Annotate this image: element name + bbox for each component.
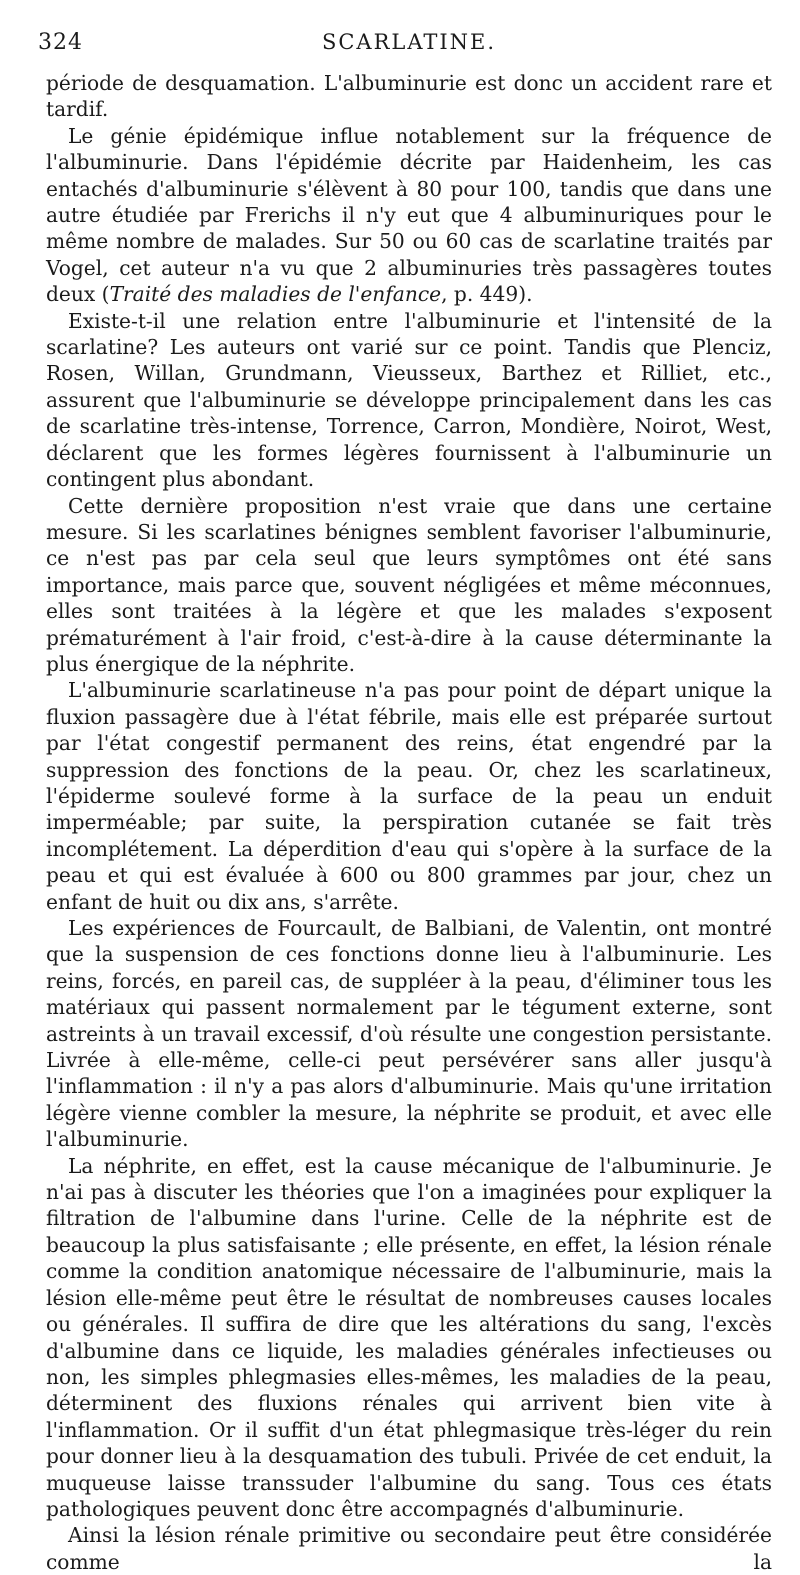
book-title-italic: Traité des maladies de l'enfance (109, 282, 442, 307)
running-title: SCARLATINE. (321, 30, 497, 54)
paragraph-continued: période de desquamation. L'albuminurie est donc un accident rare et tardif. (46, 71, 772, 122)
paragraph-nephritis: La néphrite, en effet, est la cause mécanique de l'albuminurie. Je n'ai pas à discuter les théories que l'on a imaginées pour expliquer la filtration de l'albumine dans l'urine. Celle de la néphrite est de beaucoup la plus satisfaisante ; elle présente, en effet, la lésion rénale comme la condition anatomique nécessaire de l'albuminurie, mais la lésion elle-même peut être le résultat de nombreuses causes locales ou générales. Il suffira de dire que les altérations du sang, l'excès d'albumine dans ce liquide, les maladies générales infectieuses ou non, les simples phlegmasies elles-mêmes, les maladies de la peau, déterminent des fluxions rénales qui arrivent bien vite à l'inflammation. Or il suffit d'un état phlegmasique très-léger du rein pour donner lieu à la desquamation des tubuli. Privée de cet enduit, la muqueuse laisse transsuder l'albumine du sang. Tous ces états pathologiques peuvent donc être accompagnés d'albuminurie. (46, 1153, 772, 1521)
book-page (38, 28, 772, 1575)
paragraph-intensity-relation: Existe-t-il une relation entre l'albuminurie et l'intensité de la scarlatine? Les auteurs ont varié sur ce point. Tandis que Plenciz, Rosen, Willan, Grundmann, Vieusseux, Barthez et Rilliet, etc., assurent que l'albuminurie se développe principalement dans les cas de scarlatine très-intense, Torrence, Carron, Mondière, Noirot, West, déclarent que les formes légères fournissent à l'albuminurie un contingent plus abondant. (46, 308, 772, 492)
paragraph-origin: L'albuminurie scarlatineuse n'a pas pour point de départ unique la fluxion passagère due à l'état fébrile, mais elle est préparée surtout par l'état congestif permanent des reins, état engendré par la suppression des fonctions de la peau. Or, chez les scarlatineux, l'épiderme soulevé forme à la surface de la peau un enduit imperméable; par suite, la perspiration cutanée se fait très incomplétement. La déperdition d'eau qui s'opère à la surface de la peau et qui est évaluée à 600 ou 800 grammes par jour, chez un enfant de huit ou dix ans, s'arrête. (46, 678, 772, 914)
paragraph-text: Le génie épidémique influe notablement sur la fréquence de l'albuminurie. Dans l'épidémie décrite par Haidenheim, les cas entachés d'albuminurie s'élèvent à 80 pour 100, tandis que dans une autre étudiée par Frerichs il n'y eut que 4 albuminuriques pour le même nombre de malades. Sur 50 ou 60 cas de scarlatine traités par Vogel, cet auteur n'a vu que 2 albuminuries très passagères toutes deux ( (46, 123, 772, 307)
page-number: 324 (38, 30, 83, 55)
paragraph-text: , p. 449). (441, 282, 533, 307)
body-text (46, 70, 772, 1575)
paragraph-proposition: Cette dernière proposition n'est vraie que dans une certaine mesure. Si les scarlatines bénignes semblent favoriser l'albuminurie, ce n'est pas par cela seul que leurs symptômes ont été sans importance, mais parce que, souvent négligées et même méconnues, elles sont traitées à la légère et que les malades s'exposent prématurément à l'air froid, c'est-à-dire à la cause déterminante la plus énergique de la néphrite. (46, 493, 772, 676)
running-head (38, 28, 772, 62)
paragraph-final: Ainsi la lésion rénale primitive ou secondaire peut être considérée comme la (46, 1523, 772, 1574)
paragraph-experiments: Les expériences de Fourcault, de Balbiani, de Valentin, ont montré que la suspension de ces fonctions donne lieu à l'albuminurie. Les reins, forcés, en pareil cas, de suppléer à la peau, d'éliminer tous les matériaux qui passent normalement par le tégument externe, sont astreints à un travail excessif, d'où résulte une congestion persistante. Livrée à elle-même, celle-ci peut persévérer sans aller jusqu'à l'inflammation : il n'y a pas alors d'albuminurie. Mais qu'une irritation légère vienne combler la mesure, la néphrite se produit, et avec elle l'albuminurie. (46, 916, 772, 1152)
paragraph-epidemic-genius (46, 123, 772, 308)
